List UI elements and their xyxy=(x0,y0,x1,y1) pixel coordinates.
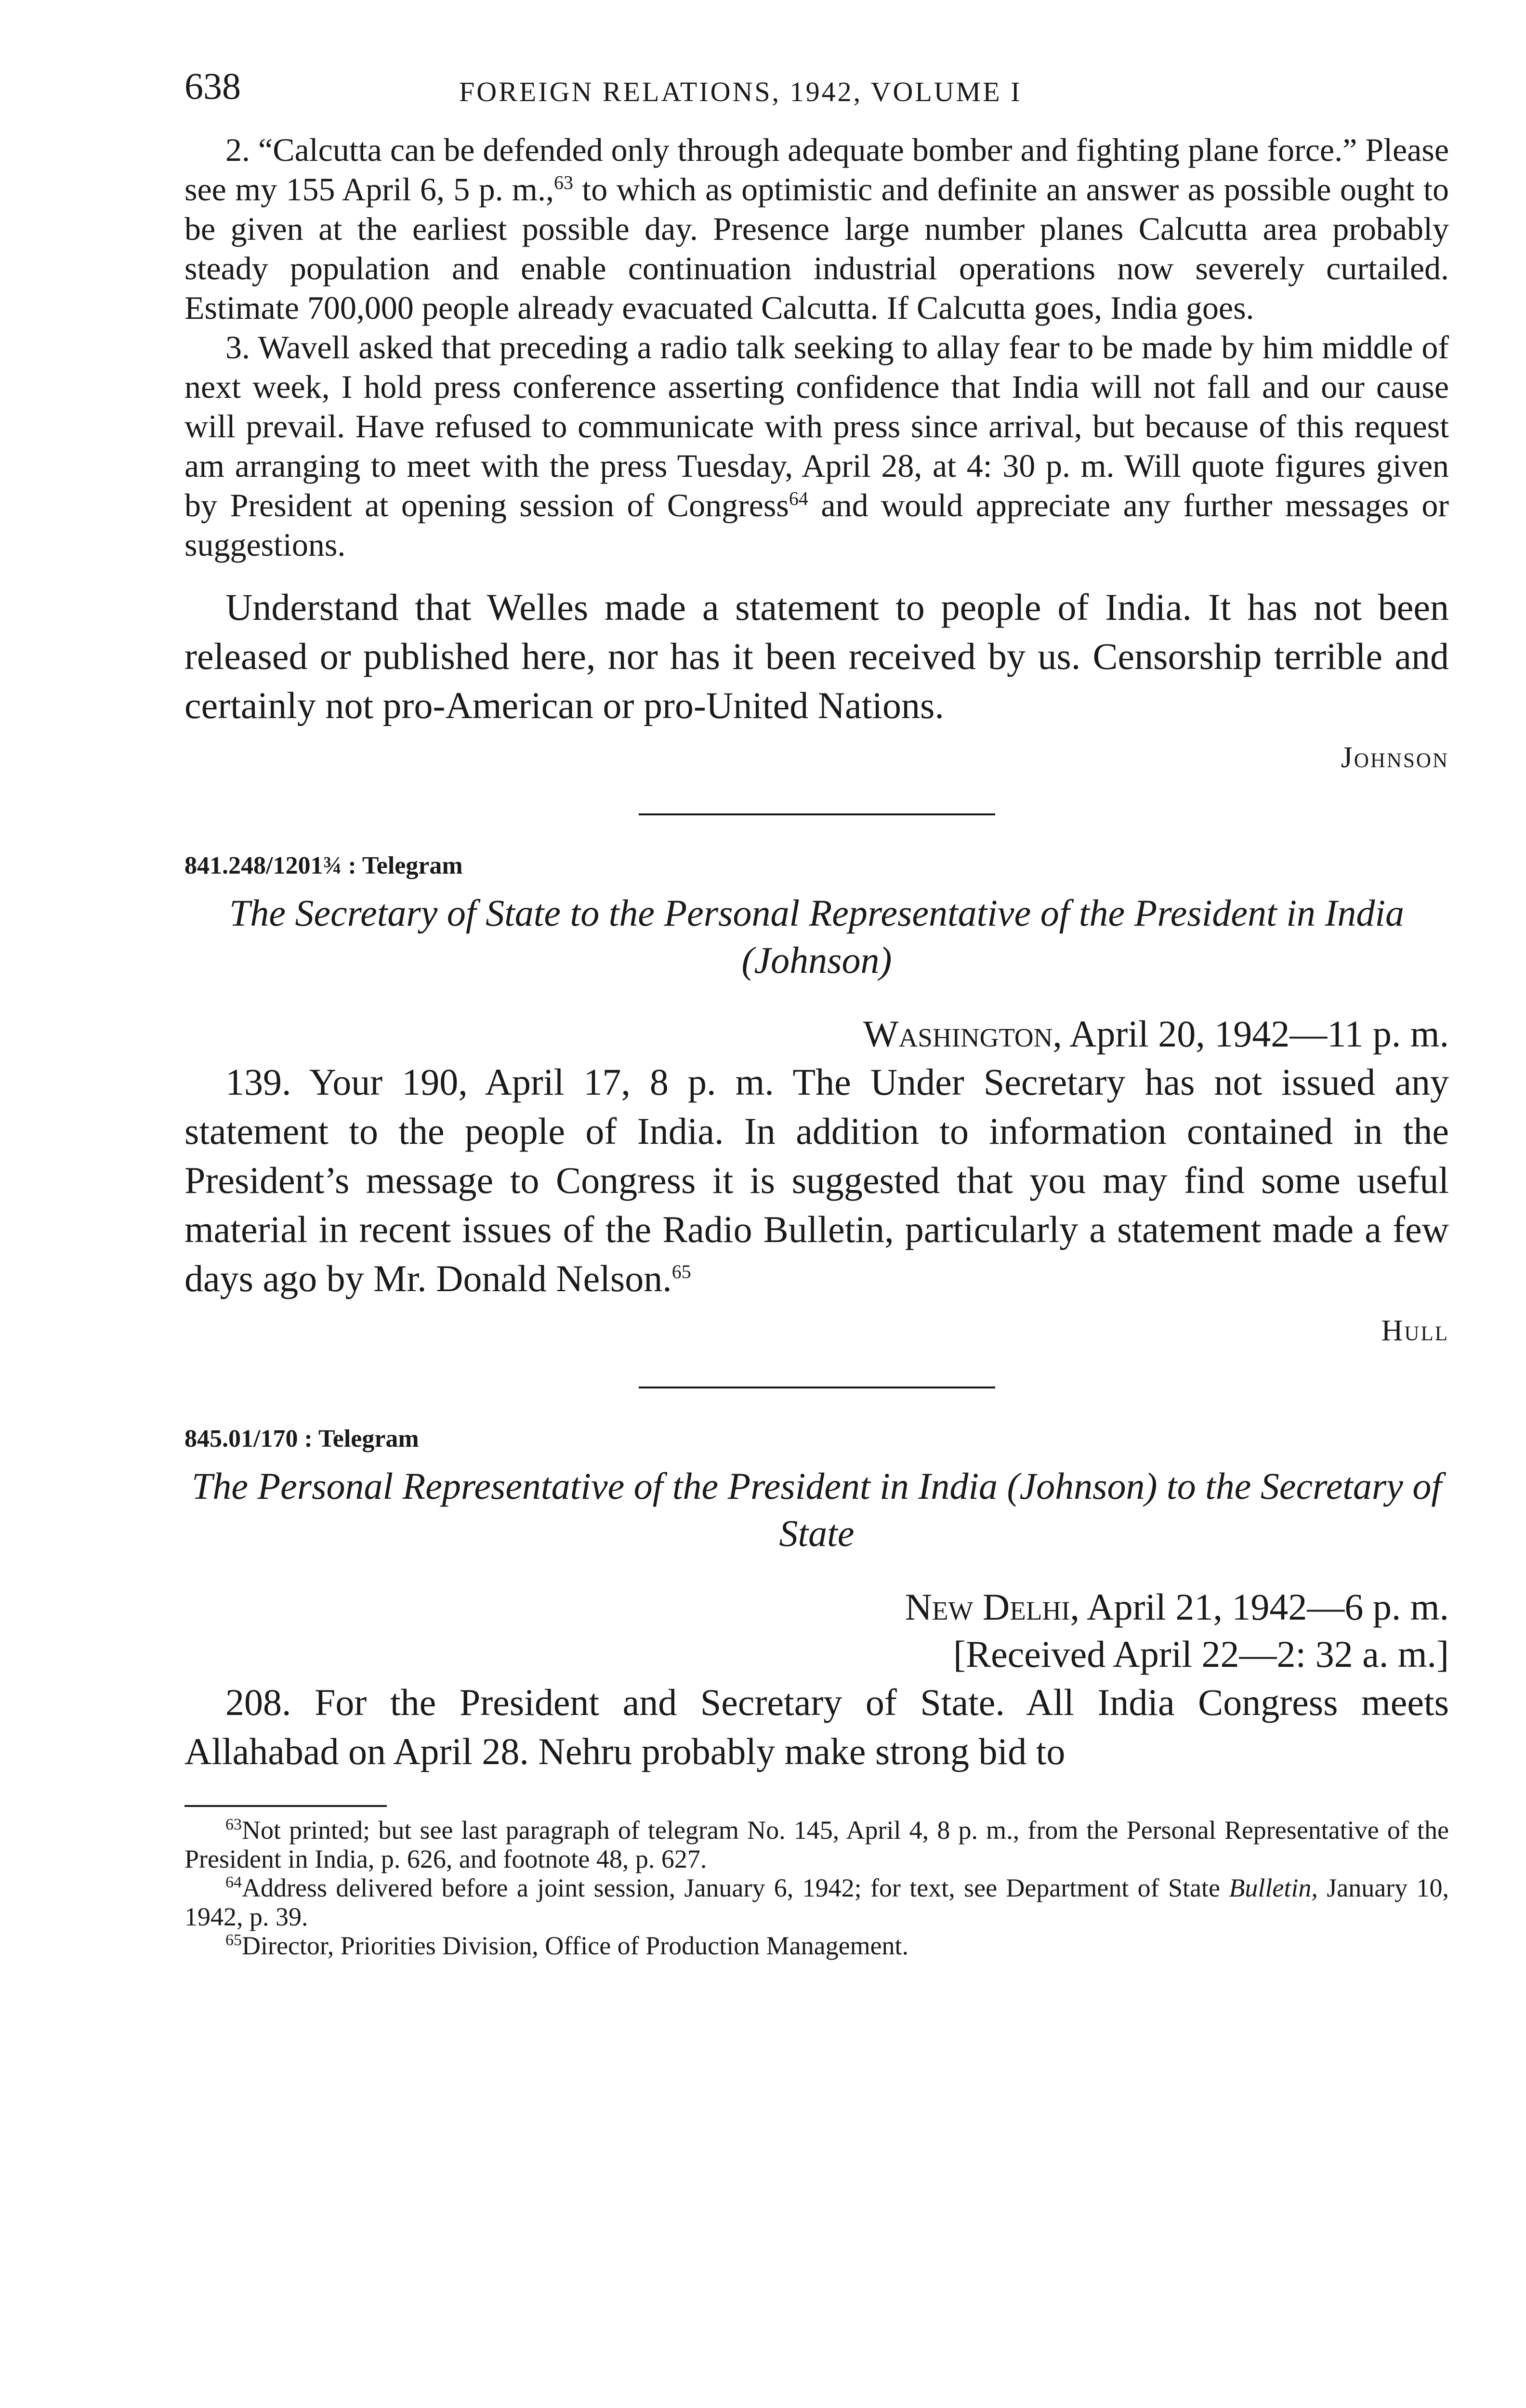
footnote-mark: 64 xyxy=(225,1873,242,1891)
paragraph-2-text: 2. “Calcutta can be defended only through adequate bomber and fighting plane force.” Please see my 155 April 6, 5 p. m., xyxy=(184,131,1449,208)
footnote-ref-65: 65 xyxy=(671,1261,691,1283)
footnote-ref-63: 63 xyxy=(553,171,573,194)
running-head xyxy=(184,67,1449,130)
footnote-italic: Bulletin, xyxy=(1229,1873,1318,1902)
telegram-body xyxy=(184,1058,1449,1303)
telegram-body: 208. For the President and Secretary of State. All India Congress meets Allahabad on April 28. Nehru probably make strong bid to xyxy=(184,1681,1449,1772)
footnote xyxy=(184,1816,1449,1873)
footnote-ref-64: 64 xyxy=(789,487,808,510)
telegram-body-text: 139. Your 190, April 17, 8 p. m. The Under Secretary has not issued any statement to the people of India. In addition to information contained in the President’s message to Congress it is suggested that you may find some useful material in recent issues of the Radio Bulletin, particularly a statement made a few days ago by Mr. Donald Nelson. xyxy=(184,1061,1449,1299)
footnote-text: Not printed; but see last paragraph of telegram No. 145, April 4, 8 p. m., from the Personal Representative of the President in India, p. 626, and footnote 48, p. 627. xyxy=(184,1816,1449,1873)
paragraph-2-text-cont: to which as optimistic and definite an answer as possible ought to be given at the earliest possible day. Presence large number planes Calcutta area probably steady population and enable continuation industrial operations now severely curtailed. Estimate 700,000 people already evacuated Calcutta. If Calcutta goes, India goes. xyxy=(184,171,1449,326)
dateline xyxy=(184,1584,1449,1631)
footnote-text: Director, Priorities Division, Office of Production Management. xyxy=(242,1931,909,1960)
paragraph-3-text-cont: and would appreciate any further messages or suggestions. xyxy=(184,487,1449,563)
document-title: The Secretary of State to the Personal Representative of the President in India (Johnson) xyxy=(229,892,1405,981)
dateline xyxy=(184,1010,1449,1058)
footnotes xyxy=(184,1816,1449,1960)
footnote-mark: 63 xyxy=(225,1816,242,1833)
dateline-place: Washington xyxy=(863,1013,1053,1055)
signature-hull: Hull xyxy=(1381,1314,1449,1347)
footnote-mark: 65 xyxy=(225,1931,242,1949)
document-title: The Personal Representative of the President in India (Johnson) to the Secretary of State xyxy=(191,1465,1442,1554)
footnote-divider xyxy=(184,1805,387,1807)
section-divider xyxy=(639,1387,995,1388)
paragraph-closing: Understand that Welles made a statement to people of India. It has not been released or published here, nor has it been received by us. Censorship terrible and certainly not pro-American or pro-United Nations. xyxy=(184,586,1449,726)
paragraph-3-text: 3. Wavell asked that preceding a radio talk seeking to allay fear to be made by him middle of next week, I hold press conference asserting confidence that India will not fall and our cause will prevail. Have refused to communicate with press since arrival, but because of this request am arranging to meet with the press Tuesday, April 28, at 4: 30 p. m. Will quote figures given by President at opening session of Congress xyxy=(184,329,1449,523)
footnote-text: Address delivered before a joint session, January 6, 1942; for text, see Department of State xyxy=(242,1873,1229,1902)
footnote xyxy=(184,1873,1449,1931)
page-number: 638 xyxy=(184,65,241,107)
paragraph-2 xyxy=(184,130,1449,327)
received-line: [Received April 22—2: 32 a. m.] xyxy=(953,1633,1449,1675)
file-reference: 841.248/1201¾ : Telegram xyxy=(184,852,463,879)
running-title: FOREIGN RELATIONS, 1942, VOLUME I xyxy=(459,76,1022,107)
section-divider xyxy=(639,813,995,815)
footnote xyxy=(184,1931,1449,1960)
footnote-text-cont: January 10, 1942, p. 39. xyxy=(184,1873,1449,1931)
document-page xyxy=(184,67,1449,1960)
dateline-date: , April 21, 1942—6 p. m. xyxy=(1070,1586,1449,1628)
dateline-place: New Delhi xyxy=(905,1586,1070,1628)
signature-johnson: Johnson xyxy=(1341,741,1449,774)
file-reference: 845.01/170 : Telegram xyxy=(184,1425,419,1453)
dateline-date: , April 20, 1942—11 p. m. xyxy=(1052,1013,1449,1055)
paragraph-3 xyxy=(184,327,1449,564)
